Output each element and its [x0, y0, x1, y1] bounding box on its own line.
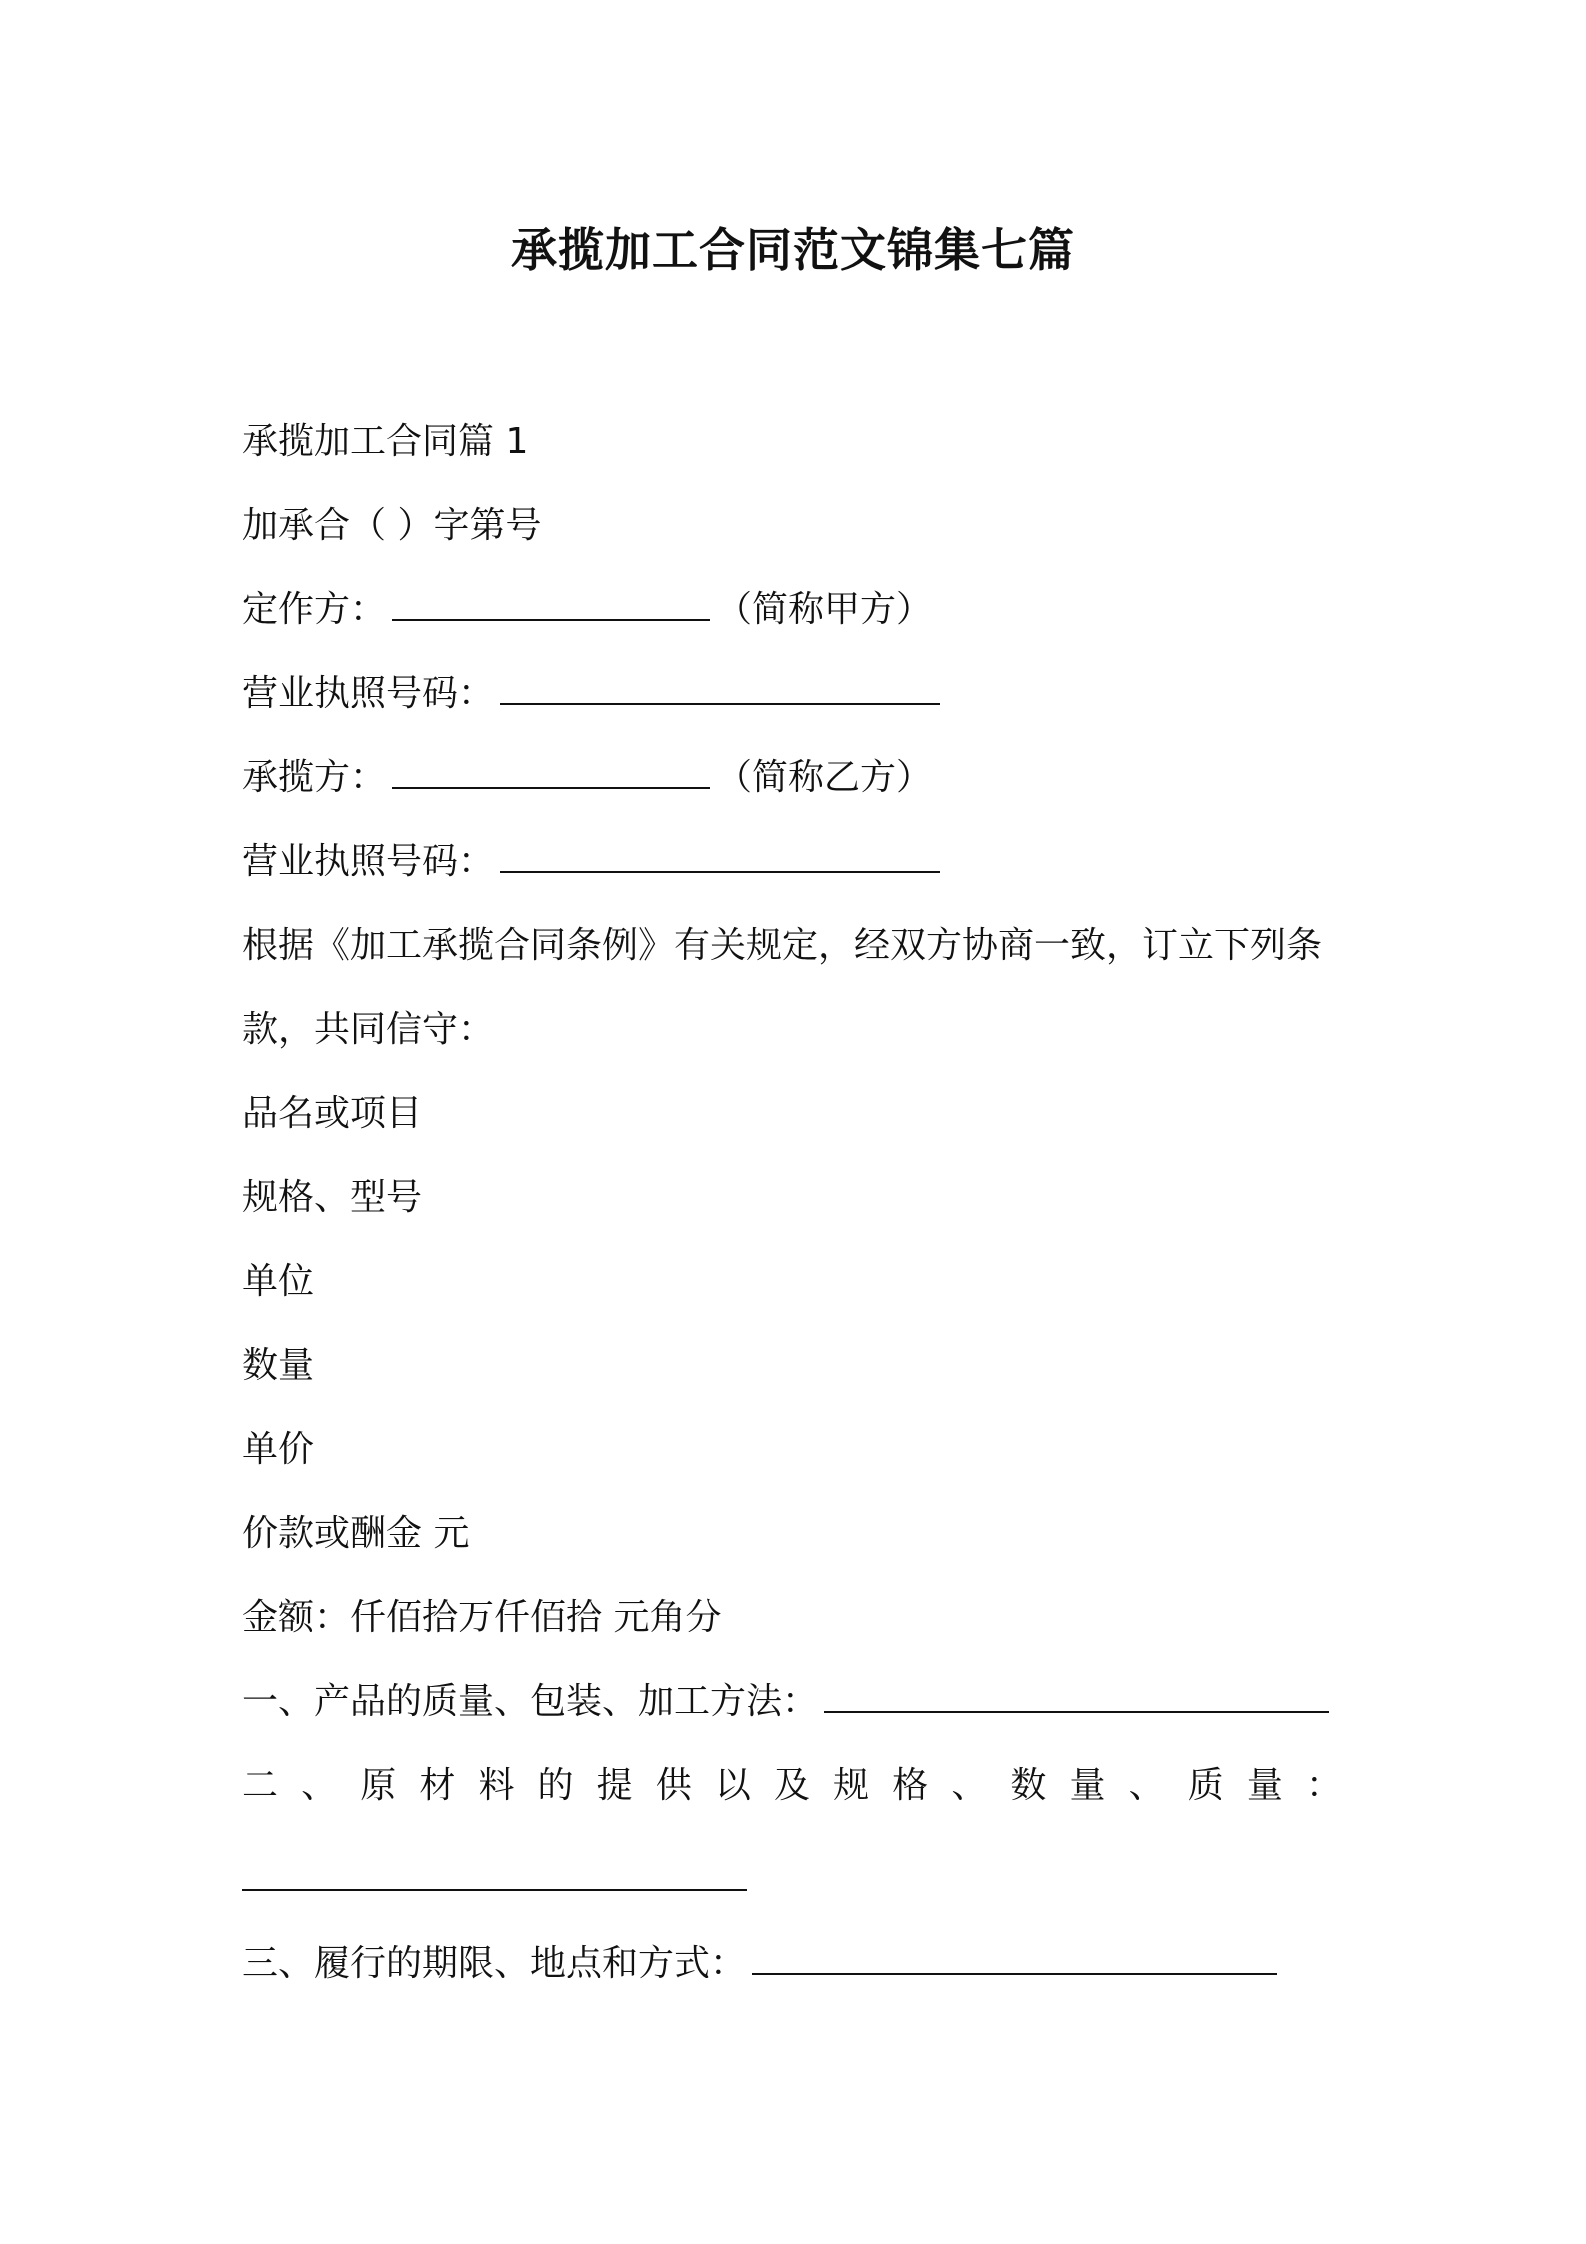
payment: 价款或酬金 元: [242, 1513, 470, 1554]
clause-2-char: 的: [537, 1765, 574, 1806]
party-b-line: [242, 736, 1354, 820]
unit: 单位: [242, 1261, 315, 1302]
license-a-label: 营业执照号码：: [242, 673, 495, 714]
clause-2-char: 数: [1010, 1765, 1047, 1806]
clause-2-char: 提: [596, 1765, 633, 1806]
clause-3-line: [242, 1922, 1354, 2006]
party-a-blank: [392, 585, 710, 621]
section-heading: 承揽加工合同篇 1: [242, 421, 529, 462]
clause-2-char: 二: [242, 1765, 279, 1806]
clause-2-char: 质: [1187, 1765, 1224, 1806]
party-b-label: 承揽方：: [242, 757, 387, 798]
clause-2-char: 、: [301, 1765, 338, 1806]
clause-2-char: 材: [419, 1765, 456, 1806]
quantity: 数量: [242, 1345, 315, 1386]
spec-model: 规格、型号: [242, 1177, 423, 1218]
clause-1-line: [242, 1660, 1354, 1744]
clause-2-char: 规: [833, 1765, 870, 1806]
clause-2-char: 原: [360, 1765, 397, 1806]
clause-2-line: [242, 1744, 1354, 1838]
contract-number: 加承合（ ）字第号: [242, 505, 542, 546]
item-name: 品名或项目: [242, 1093, 423, 1134]
clause-2-blank: [242, 1855, 747, 1891]
clause-2-char: 及: [773, 1765, 810, 1806]
party-a-suffix: （简称甲方）: [716, 589, 933, 630]
clause-2-char: 料: [478, 1765, 515, 1806]
license-b-line: [242, 820, 1354, 904]
party-b-suffix: （简称乙方）: [716, 757, 933, 798]
clause-2-char: 量: [1246, 1765, 1283, 1806]
clause-3-blank: [752, 1939, 1277, 1975]
clause-3-label: 三、履行的期限、地点和方式：: [242, 1943, 747, 1984]
unit-price: 单价: [242, 1429, 315, 1470]
clause-2-blank-line: [242, 1838, 1354, 1922]
party-a-line: [242, 568, 1354, 652]
preamble-line-2: 款，共同信守：: [242, 1009, 495, 1050]
clause-2-char: 以: [714, 1765, 751, 1806]
clause-2-label: [242, 1744, 1342, 1828]
clause-2-char: 供: [655, 1765, 692, 1806]
clause-2-char: 格: [892, 1765, 929, 1806]
license-b-blank: [500, 837, 940, 873]
license-b-label: 营业执照号码：: [242, 841, 495, 882]
clause-1-blank: [824, 1677, 1329, 1713]
party-a-label: 定作方：: [242, 589, 387, 630]
document-body: [242, 400, 1354, 2006]
preamble-line-1: 根据《加工承揽合同条例》有关规定，经双方协商一致，订立下列条: [242, 925, 1323, 966]
clause-2-char: ：: [1305, 1765, 1342, 1806]
amount: 金额：仟佰拾万仟佰拾 元角分: [242, 1597, 722, 1638]
license-a-line: [242, 652, 1354, 736]
clause-2-char: 量: [1069, 1765, 1106, 1806]
clause-1-label: 一、产品的质量、包装、加工方法：: [242, 1681, 819, 1722]
clause-2-char: 、: [951, 1765, 988, 1806]
clause-2-char: 、: [1128, 1765, 1165, 1806]
party-b-blank: [392, 753, 710, 789]
license-a-blank: [500, 669, 940, 705]
document-title: 承揽加工合同范文锦集七篇: [511, 223, 1075, 277]
